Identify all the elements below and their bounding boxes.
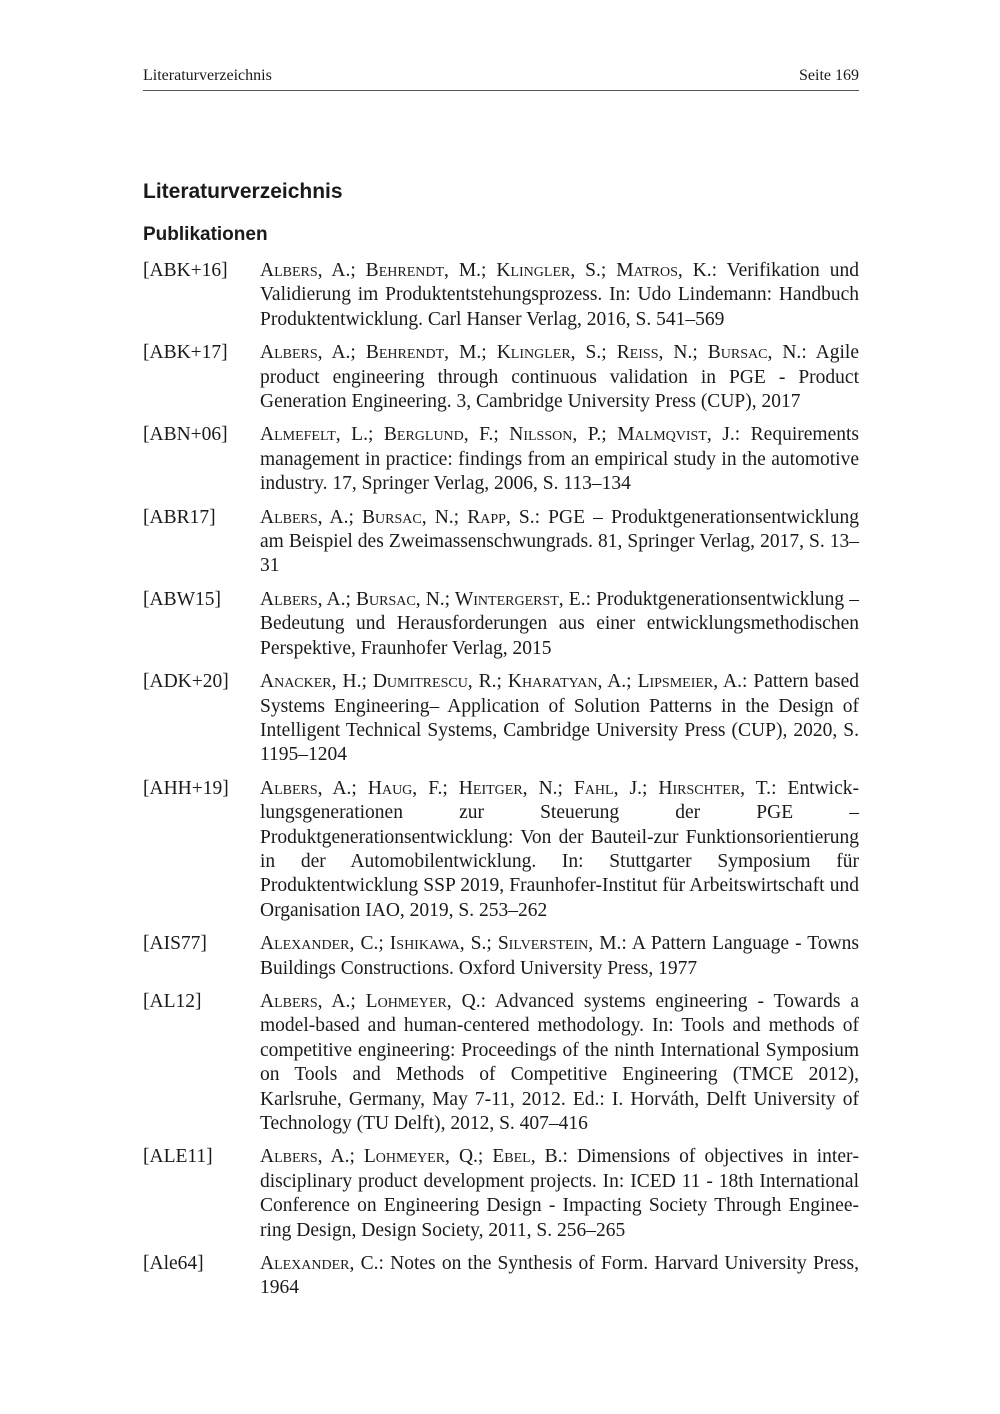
reference-key: [AL12] xyxy=(143,990,202,1012)
reference-authors: Alexander, C. xyxy=(260,1253,379,1275)
reference-entry xyxy=(143,588,859,661)
reference-text: : Produktgenerationsentwicklung – Bedeutung und Herausforderungen aus einer entwicklungsmethodischen Perspektive, Fraunhofer Verlag, 2015 xyxy=(260,588,859,659)
reference-authors: Albers, A.; Bursac, N.; Wintergerst, E. xyxy=(260,588,586,610)
reference-authors: Albers, A.; Haug, F.; Heitger, N.; Fahl, J.; Hirschter, T. xyxy=(260,777,772,799)
reference-text: : PGE – Produktgenerationsentwicklung am Beispiel des Zweimassenschwungrads. 81, Springer Verlag, 2017, S. 13–31 xyxy=(260,506,860,577)
reference-key: [Ale64] xyxy=(143,1253,204,1275)
reference-entry xyxy=(143,341,859,414)
reference-authors: Albers, A.; Behrendt, M.; Klingler, S.; Reiss, N.; Bursac, N. xyxy=(260,342,802,364)
reference-entry xyxy=(143,506,859,579)
reference-key: [ABN+06] xyxy=(143,424,228,446)
reference-text: : A Pattern Language - Towns Buildings Constructions. Oxford University Press, 1977 xyxy=(260,933,860,979)
reference-text: : Entwicklungsgenerationen zur Steuerung der PGE – Produktgenerationsentwicklung: Von der Bauteil-zur Funktionsorientierung in der Automobilentwicklung. In: Stuttgarter Symposium für Produktentwicklung SSP 2019, Fraunhofer-Institut für Arbeitswirtschaft und Organisation IAO, 2019, S. 253–262 xyxy=(260,777,859,921)
reference-text: : Dimensions of objectives in interdisciplinary product development projects. In: ICED 11 - 18th International Conference on Engineering Design - Impacting Society Through Engineering Design, Design Society, 2011, S. 256–265 xyxy=(260,1146,859,1241)
reference-entry xyxy=(143,990,859,1136)
section-title: Publikationen xyxy=(143,224,268,245)
reference-authors: Albers, A.; Lohmeyer, Q.; Ebel, B. xyxy=(260,1146,563,1168)
reference-text: : Requirements management in practice: findings from an empirical study in the automotive industry. 17, Springer Verlag, 2006, S. 113–134 xyxy=(260,424,859,495)
reference-key: [AIS77] xyxy=(143,933,207,955)
reference-key: [ABK+16] xyxy=(143,260,228,281)
reference-entry xyxy=(143,1145,859,1243)
reference-text: : Agile product engineering through continuous validation in PGE - Product Generation Engineering. 3, Cambridge University Press (CUP), 2017 xyxy=(260,342,859,413)
chapter-title: Literaturverzeichnis xyxy=(143,180,343,203)
reference-text: : Advanced systems engineering - Towards a model-based and human-centered methodology. In: Tools and methods of competitive engineering: Proceedings of the ninth International Symposium on Tools and Methods of Competitive Engineering (TMCE 2012), Karlsruhe, Germany, May 7-11, 2012. Ed.: I. Horváth, Delft University of Technology (TU Delft), 2012, S. 407–416 xyxy=(260,990,859,1134)
reference-authors: Almefelt, L.; Berglund, F.; Nilsson, P.; Malmqvist, J. xyxy=(260,424,735,446)
reference-entry xyxy=(143,423,859,496)
running-header xyxy=(143,66,859,91)
reference-entry xyxy=(143,777,859,923)
reference-key: [ABK+17] xyxy=(143,342,228,364)
reference-entry xyxy=(143,932,859,981)
reference-key: [ABW15] xyxy=(143,588,221,610)
reference-key: [ALE11] xyxy=(143,1146,213,1168)
reference-key: [AHH+19] xyxy=(143,777,229,799)
reference-text: : Verifikation und Validierung im Produktentstehungsprozess. In: Udo Lindemann: Handbuch Produktentwicklung. Carl Hanser Verlag, 2016, S. 541–569 xyxy=(260,260,859,330)
reference-text: : Pattern based Systems Engineering– Application of Solution Patterns in the Design of Intelligent Technical Systems, Cambridge University Press (CUP), 2020, S. 1195–1204 xyxy=(260,671,859,766)
reference-text: : Notes on the Synthesis of Form. Harvard University Press, 1964 xyxy=(260,1253,859,1299)
reference-authors: Albers, A.; Behrendt, M.; Klingler, S.; Matros, K. xyxy=(260,260,712,281)
reference-list xyxy=(143,259,859,1310)
reference-entry xyxy=(143,670,859,768)
reference-authors: Albers, A.; Lohmeyer, Q. xyxy=(260,990,481,1012)
header-section-name: Literaturverzeichnis xyxy=(143,67,272,84)
reference-entry xyxy=(143,1252,859,1301)
reference-key: [ADK+20] xyxy=(143,671,229,693)
reference-key: [ABR17] xyxy=(143,506,216,528)
reference-authors: Anacker, H.; Dumitrescu, R.; Kharatyan, A.; Lipsmeier, A. xyxy=(260,671,742,693)
reference-entry xyxy=(143,259,859,332)
reference-authors: Alexander, C.; Ishikawa, S.; Silverstein, M. xyxy=(260,933,622,955)
reference-authors: Albers, A.; Bursac, N.; Rapp, S. xyxy=(260,506,535,528)
header-page-number: Seite 169 xyxy=(799,67,859,84)
